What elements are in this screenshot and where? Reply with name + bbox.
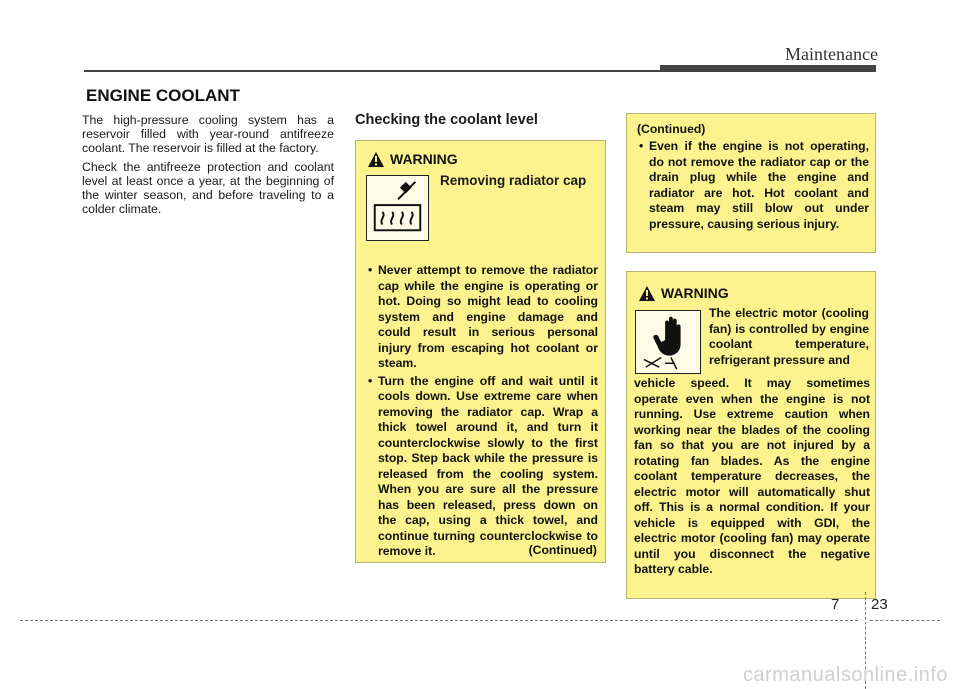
continued-label: (Continued) <box>528 543 597 557</box>
warning-bullets <box>637 139 869 234</box>
header-rule-thick <box>660 65 876 72</box>
warning-triangle-icon <box>639 286 655 301</box>
watermark: carmanualsonline.info <box>742 664 948 686</box>
warning-text-rest: vehicle speed. It may sometimes operate even when the engine is not running. Use extreme caution when working near the blades of the cooling fan so that you are not injured by a rotating fan blades. As the engine coolant temperature decreases, the electric motor will automatically shut off. This is a normal condition. If your vehicle is equipped with GDI, the electric motor (cooling fan) may operate until you disconnect the negative battery cable. <box>634 376 870 576</box>
warning-bullet: • Turn the engine off and wait until it cools down. Use extreme care when removing the radiator cap. Wrap a thick towel around it, and turn it counterclockwise slowly to the first stop. Step back while the pressure is released from the cooling system. When you are sure all the pressure has been released, press down on the cap, using a thick towel, and continue turning counterclockwise to remove it. <box>366 374 598 560</box>
footer-divider <box>870 620 940 621</box>
intro-paragraph-1: The high-pressure cooling system has a reservoir filled with year-round antifreeze coolant. The reservoir is filled at the factory. <box>82 113 334 156</box>
page-number: 23 <box>871 596 888 613</box>
warning-caption: Removing radiator cap <box>440 173 587 188</box>
footer-divider <box>20 620 858 621</box>
warning-bullet: • Even if the engine is not operating, do not remove the radiator cap or the drain plug while the engine and radiator are hot. Hot coolant and steam may still blow out under pressure, causing serious injury. <box>637 139 869 232</box>
header-title: Maintenance <box>785 44 878 64</box>
hand-fan-icon <box>635 310 701 374</box>
warning-label: WARNING <box>390 151 458 167</box>
warning-header <box>368 151 458 167</box>
intro-paragraph-2: Check the antifreeze protection and coolant level at least once a year, at the beginning of the winter season, and before traveling to a colder climate. <box>82 159 334 217</box>
section-title: ENGINE COOLANT <box>86 86 240 105</box>
warning-header <box>639 285 729 301</box>
warning-text-side: The electric motor (cooling fan) is controlled by engine coolant temperature, refrigerant pressure and <box>709 306 869 367</box>
warning-triangle-icon <box>368 152 384 167</box>
continued-label: (Continued) <box>637 122 706 136</box>
warning-bullets <box>366 263 598 562</box>
intro-text <box>82 113 334 220</box>
warning-label: WARNING <box>661 285 729 301</box>
header-rule-thin <box>84 70 662 72</box>
subheading: Checking the coolant level <box>355 112 538 128</box>
radiator-icon <box>366 175 429 241</box>
warning-box-radiator-continued <box>626 113 876 253</box>
warning-box-radiator <box>355 140 606 563</box>
warning-box-cooling-fan <box>626 271 876 599</box>
chapter-number: 7 <box>831 596 840 613</box>
warning-bullet: • Never attempt to remove the radiator cap while the engine is operating or hot. Doing so might lead to cooling system and engine damage and could result in serious personal injury from escaping hot coolant or steam. <box>366 263 598 372</box>
